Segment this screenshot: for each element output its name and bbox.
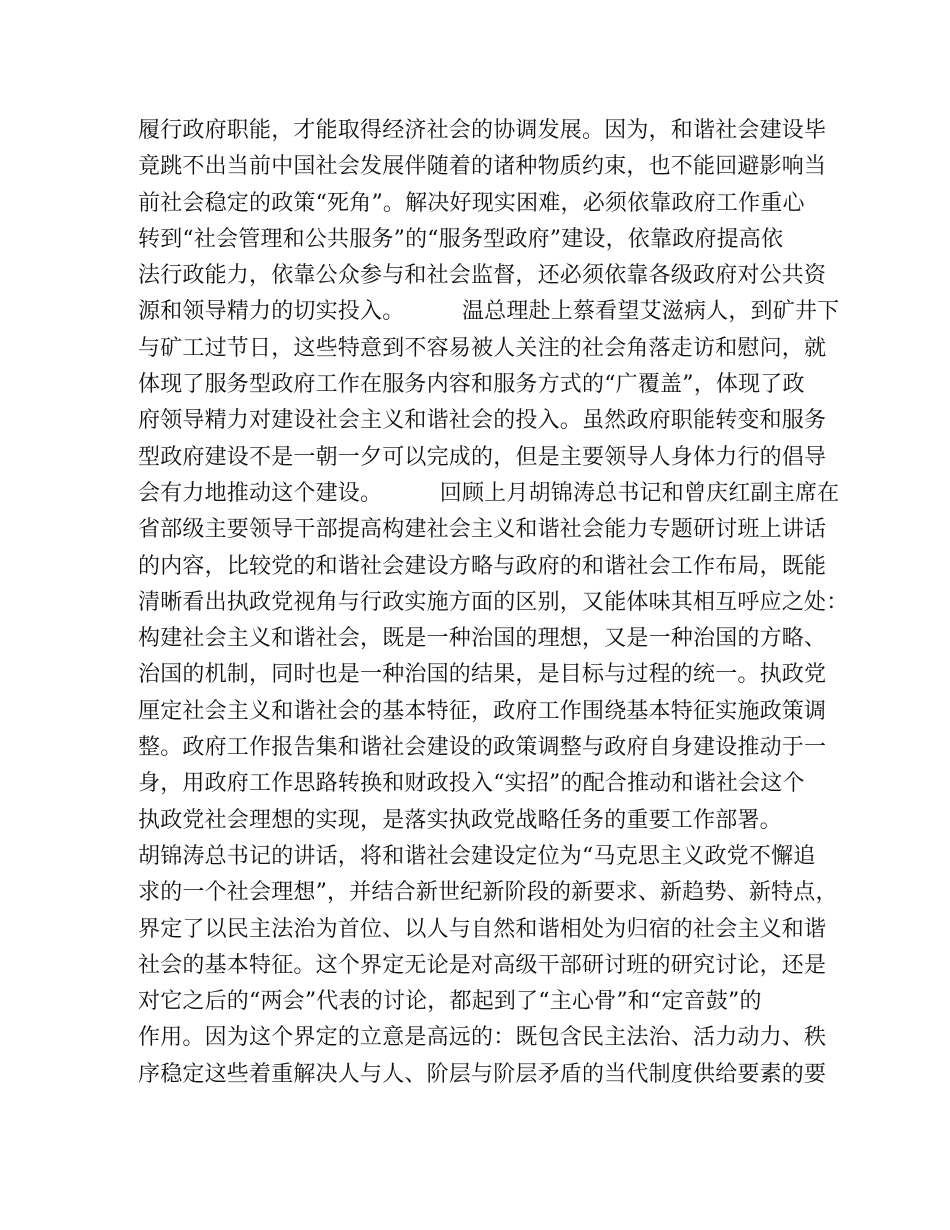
text-line: 胡锦涛总书记的讲话，将和谐社会建设定位为“马克思主义政党不懈追 xyxy=(138,843,816,869)
text-line: 前社会稳定的政策“死角”。解决好现实困难，必须依靠政府工作重心 xyxy=(138,190,805,216)
text-line: 履行政府职能，才能取得经济社会的协调发展。因为，和谐社会建设毕 xyxy=(138,118,827,143)
text-line: 整。政府工作报告集和谐社会建设的政策调整与政府自身建设推动于一 xyxy=(138,735,827,761)
text-line: 对它之后的“两会”代表的讨论，都起到了“主心骨”和“定音鼓”的 xyxy=(138,989,762,1015)
text-line: 构建社会主义和谐社会，既是一种治国的理想，又是一种治国的方略、 xyxy=(138,626,827,652)
text-line: 省部级主要领导干部提高构建社会主义和谐社会能力专题研讨班上讲话 xyxy=(138,517,827,543)
text-line: 厘定社会主义和谐社会的基本特征，政府工作围绕基本特征实施政策调 xyxy=(138,698,827,724)
text-line: 界定了以民主法治为首位、以人与自然和谐相处为归宿的社会主义和谐 xyxy=(138,916,827,942)
text-line: 作用。因为这个界定的立意是高远的：既包含民主法治、活力动力、秩 xyxy=(138,1025,827,1051)
text-line: 转到“社会管理和公共服务”的“服务型政府”建设，依靠政府提高依 xyxy=(138,226,784,252)
text-line: 执政党社会理想的实现，是落实执政党战略任务的重要工作部署。 xyxy=(138,807,782,833)
text-line: 竟跳不出当前中国社会发展伴随着的诸种物质约束，也不能回避影响当 xyxy=(138,154,827,180)
text-line: 型政府建设不是一朝一夕可以完成的，但是主要领导人身体力行的倡导 xyxy=(138,444,827,470)
text-line: 治国的机制，同时也是一种治国的结果，是目标与过程的统一。执政党 xyxy=(138,662,827,688)
text-line: 社会的基本特征。这个界定无论是对高级干部研讨班的研究讨论，还是 xyxy=(138,952,827,978)
text-line: 源和领导精力的切实投入。 温总理赴上蔡看望艾滋病人，到矿井下 xyxy=(138,299,840,325)
text-line: 序稳定这些着重解决人与人、阶层与阶层矛盾的当代制度供给要素的要 xyxy=(138,1061,827,1087)
text-line: 的内容，比较党的和谐社会建设方略与政府的和谐社会工作布局，既能 xyxy=(138,553,827,579)
text-line: 与矿工过节日，这些特意到不容易被人关注的社会角落走访和慰问，就 xyxy=(138,335,827,361)
text-line: 体现了服务型政府工作在服务内容和服务方式的“广覆盖”，体现了政 xyxy=(138,372,805,398)
text-line: 身，用政府工作思路转换和财政投入“实招”的配合推动和谐社会这个 xyxy=(138,771,805,797)
text-line: 府领导精力对建设社会主义和谐社会的投入。虽然政府职能转变和服务 xyxy=(138,408,827,434)
text-line: 清晰看出执政党视角与行政实施方面的区别，又能体味其相互呼应之处： xyxy=(138,589,849,615)
body-text xyxy=(138,113,849,1093)
text-line: 会有力地推动这个建设。 回顾上月胡锦涛总书记和曾庆红副主席在 xyxy=(138,480,840,506)
text-line: 法行政能力，依靠公众参与和社会监督，还必须依靠各级政府对公共资 xyxy=(138,263,827,289)
text-line: 求的一个社会理想”，并结合新世纪新阶段的新要求、新趋势、新特点， xyxy=(138,880,838,906)
